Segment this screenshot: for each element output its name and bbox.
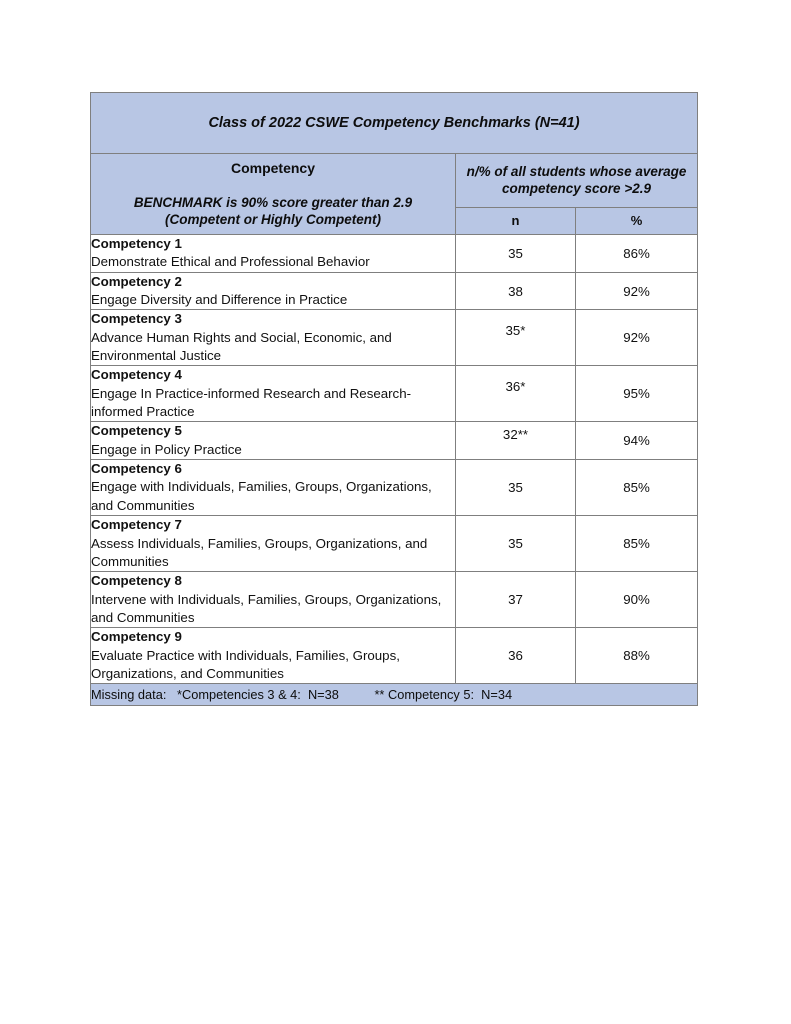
competency-title: Competency 5 xyxy=(91,423,182,439)
competency-n-value: 36* xyxy=(456,366,576,422)
missing-data-note: Missing data: *Competencies 3 & 4: N=38 ** Competency 5: N=34 xyxy=(91,684,698,706)
competency-percent-value: 86% xyxy=(576,235,698,273)
header-n-pct-line-2: competency score >2.9 xyxy=(502,181,651,197)
competency-title: Competency 8 xyxy=(91,573,182,589)
competency-description: Demonstrate Ethical and Professional Behavior xyxy=(91,254,370,270)
competency-description: Engage In Practice-informed Research and Research-informed Practice xyxy=(91,385,412,420)
competency-n-value: 35 xyxy=(456,516,576,572)
competency-percent-value: 85% xyxy=(576,460,698,516)
competency-percent-value: 85% xyxy=(576,516,698,572)
table-row xyxy=(91,235,698,273)
competency-title: Competency 3 xyxy=(91,311,182,327)
competency-description: Evaluate Practice with Individuals, Families, Groups, Organizations, and Communities xyxy=(91,647,400,681)
competency-title: Competency 2 xyxy=(91,273,182,289)
competency-title: Competency 6 xyxy=(91,461,182,477)
competency-percent-value: 90% xyxy=(576,572,698,628)
table-row xyxy=(91,572,698,628)
competency-cell xyxy=(91,460,456,516)
table-footer-row xyxy=(91,684,698,706)
table-row xyxy=(91,272,698,310)
competency-cell xyxy=(91,628,456,684)
table-title-row xyxy=(91,93,698,154)
competency-title: Competency 7 xyxy=(91,517,182,533)
competency-cell xyxy=(91,572,456,628)
competency-n-value: 32** xyxy=(456,422,576,460)
table-row xyxy=(91,460,698,516)
competency-title: Competency 9 xyxy=(91,629,182,645)
competency-n-value: 35 xyxy=(456,460,576,516)
competency-title: Competency 4 xyxy=(91,367,182,383)
competency-n-value: 37 xyxy=(456,572,576,628)
header-competency-cell xyxy=(91,154,456,235)
competency-n-value: 35 xyxy=(456,235,576,273)
competency-description: Engage with Individuals, Families, Groups, Organizations, and Communities xyxy=(91,479,432,513)
benchmarks-table-container xyxy=(90,92,697,706)
competency-cell xyxy=(91,422,456,460)
table-row xyxy=(91,516,698,572)
table-row xyxy=(91,628,698,684)
competency-description: Engage Diversity and Difference in Practice xyxy=(91,292,348,308)
competency-n-value: 38 xyxy=(456,272,576,310)
table-row xyxy=(91,310,698,366)
table-header-row xyxy=(91,154,698,208)
competency-description: Assess Individuals, Families, Groups, Organizations, and Communities xyxy=(91,535,428,569)
table-row xyxy=(91,366,698,422)
column-header-percent: % xyxy=(576,207,698,234)
competency-cell xyxy=(91,366,456,422)
header-n-pct-line-1: n/% of all students whose average xyxy=(466,163,687,179)
competency-description: Intervene with Individuals, Families, Groups, Organizations, and Communities xyxy=(91,591,442,625)
column-header-n: n xyxy=(456,207,576,234)
competency-percent-value: 94% xyxy=(576,422,698,460)
header-competency-label: Competency xyxy=(230,159,316,176)
header-benchmark-line-2: (Competent or Highly Competent) xyxy=(165,212,381,227)
header-benchmark-line-1: BENCHMARK is 90% score greater than 2.9 xyxy=(133,194,413,210)
competency-description: Advance Human Rights and Social, Economic, and Environmental Justice xyxy=(91,329,392,364)
competency-cell xyxy=(91,310,456,366)
competency-cell xyxy=(91,272,456,310)
table-row xyxy=(91,422,698,460)
competency-cell xyxy=(91,516,456,572)
table-title: Class of 2022 CSWE Competency Benchmarks (N=41) xyxy=(91,93,698,154)
competency-percent-value: 95% xyxy=(576,366,698,422)
competency-benchmarks-table xyxy=(90,92,698,706)
competency-title: Competency 1 xyxy=(91,236,182,251)
competency-n-value: 35* xyxy=(456,310,576,366)
competency-percent-value: 92% xyxy=(576,272,698,310)
competency-percent-value: 92% xyxy=(576,310,698,366)
header-n-pct-cell xyxy=(456,154,698,208)
competency-description: Engage in Policy Practice xyxy=(91,441,242,457)
competency-percent-value: 88% xyxy=(576,628,698,684)
competency-cell xyxy=(91,235,456,273)
competency-n-value: 36 xyxy=(456,628,576,684)
